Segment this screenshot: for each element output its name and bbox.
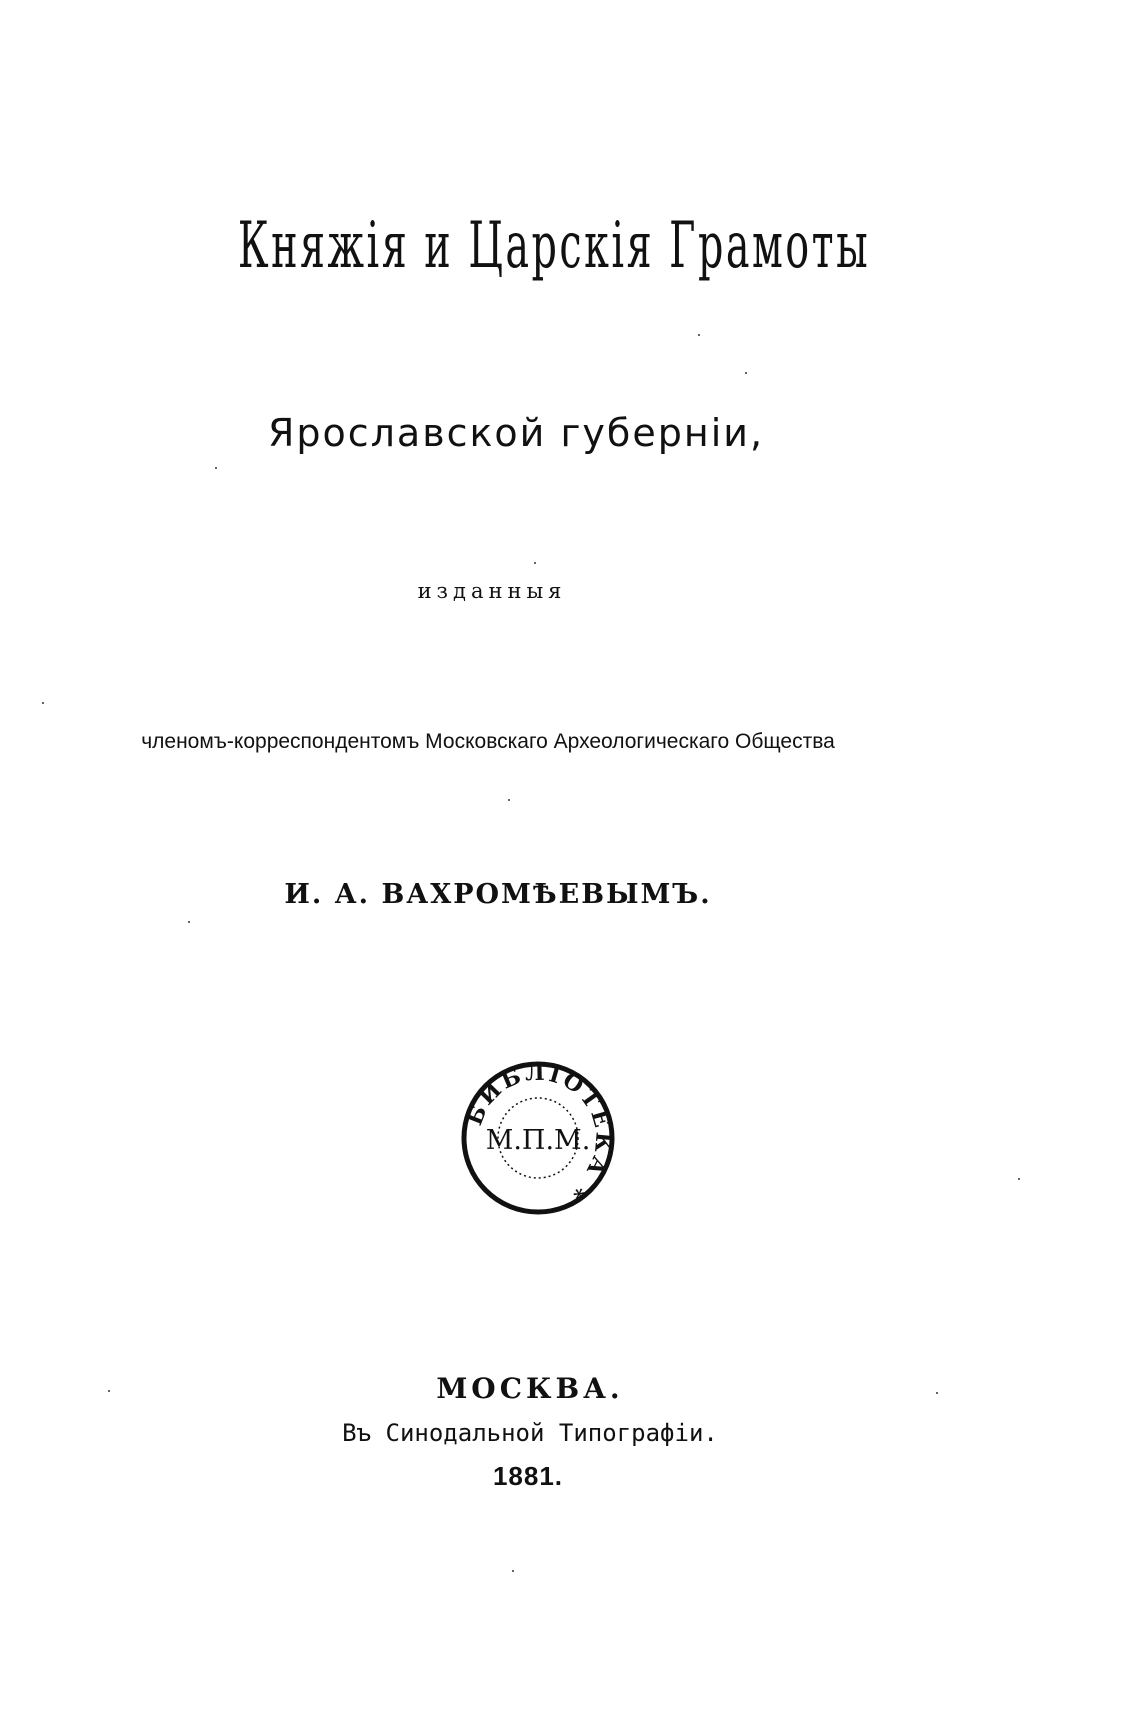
imprint-city: МОСКВА. [436, 1372, 624, 1405]
scan-speck [508, 799, 510, 801]
scan-speck [936, 1392, 938, 1394]
issued-label: изданныя [417, 579, 567, 603]
author-name: И. А. ВАХРОМѢЕВЫМЪ. [284, 879, 712, 910]
book-subtitle: Ярославской губерніи, [267, 411, 765, 455]
scan-speck [188, 921, 190, 923]
scan-speck [512, 1570, 514, 1572]
scan-speck [215, 467, 217, 469]
imprint-year: 1881. [492, 1461, 564, 1491]
scan-speck [745, 372, 747, 374]
member-line: членомъ-корреспондентомъ Московскаго Археологическаго Общества [141, 730, 835, 753]
stamp-ring-text: БИБЛІОТЕКА * [461, 1059, 617, 1206]
scan-speck [698, 334, 700, 336]
scan-speck [42, 702, 44, 704]
imprint-press: Въ Синодальной Типографіи. [342, 1419, 718, 1447]
library-stamp [458, 1058, 618, 1218]
scan-speck [534, 562, 536, 564]
scan-speck [108, 1390, 110, 1392]
scan-speck [1018, 1178, 1020, 1180]
stamp-center-text: М.П.М. [485, 1125, 591, 1156]
book-title: Княжія и Царскія Грамоты [237, 209, 871, 283]
